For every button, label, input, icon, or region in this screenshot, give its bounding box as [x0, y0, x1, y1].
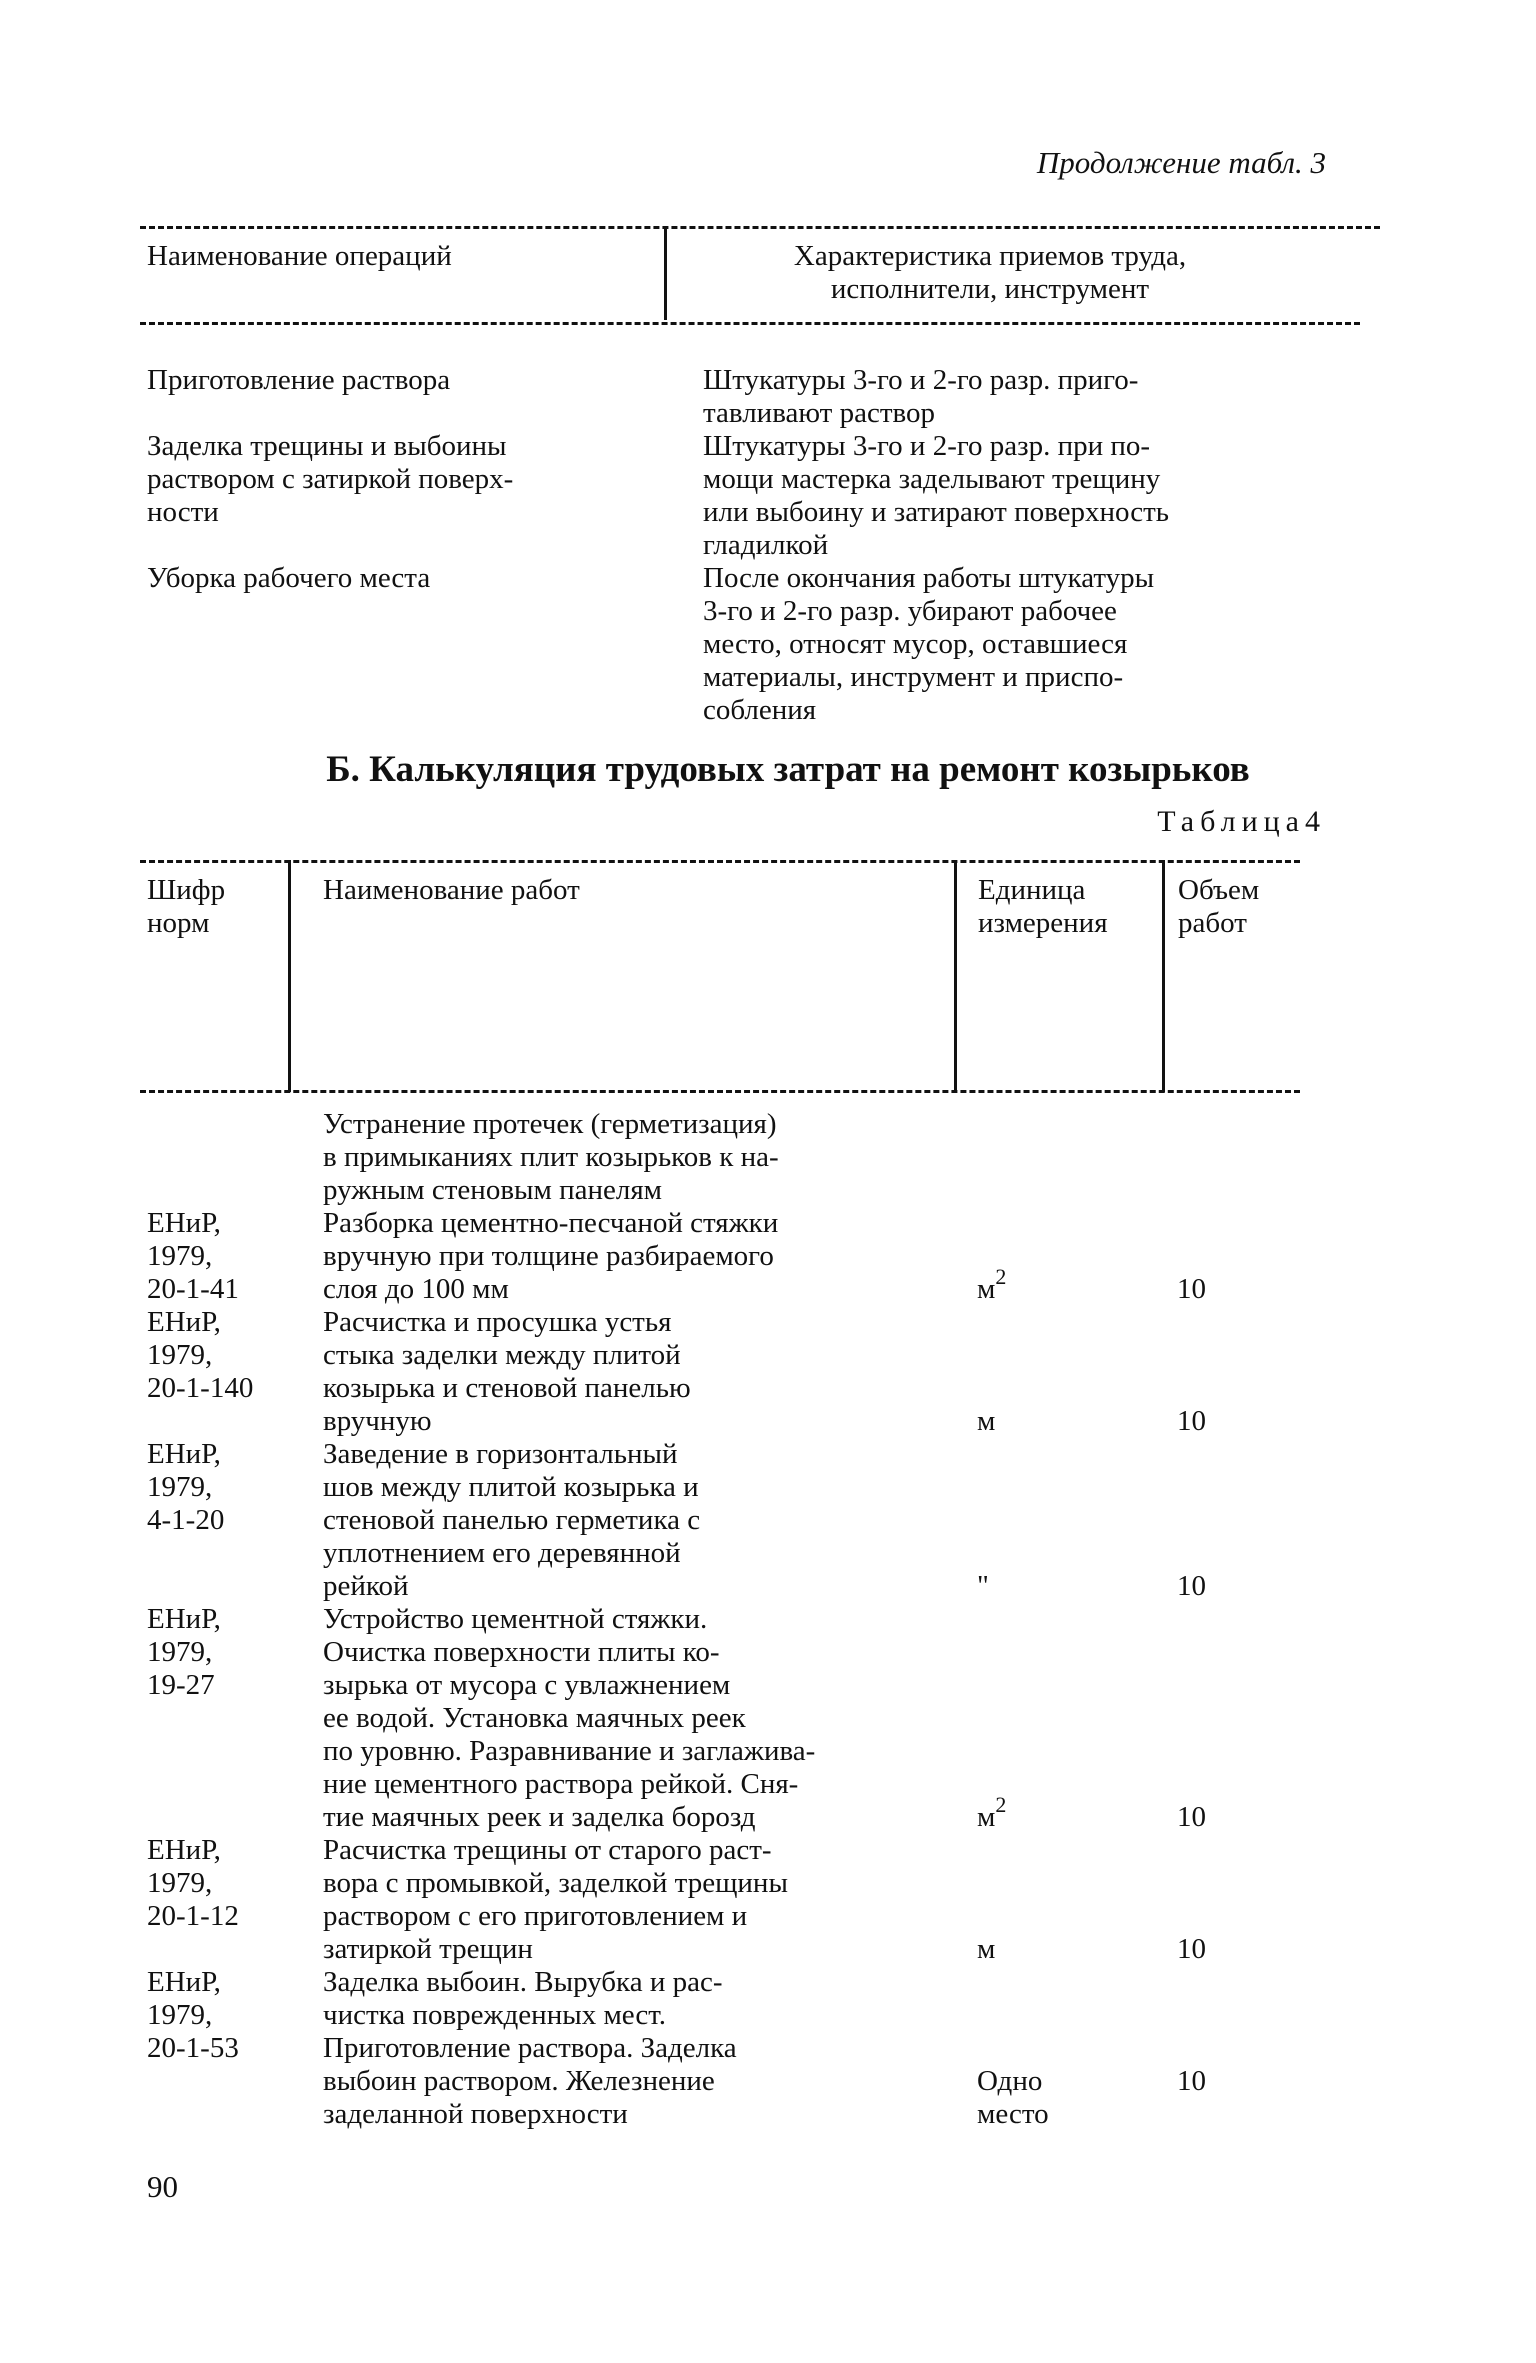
name-cell	[323, 1108, 977, 1207]
code-line: 1979,	[147, 1867, 213, 1899]
name-line: зырька от мусора с увлажнением	[323, 1669, 731, 1701]
table-top-rule	[140, 860, 1300, 863]
unit-cell	[977, 1933, 1177, 1966]
name-line: вручную	[323, 1405, 432, 1437]
volume-cell: 10	[1177, 1405, 1206, 1437]
name-line: Приготовление раствора. Заделка	[323, 2032, 737, 2064]
header-characteristics	[700, 240, 1280, 306]
code-line: 4-1-20	[147, 1504, 225, 1536]
header-line: работ	[1178, 907, 1247, 939]
header-volume	[1178, 874, 1259, 940]
name-line: ее водой. Установка маячных реек	[323, 1702, 746, 1734]
table-top-rule	[140, 226, 1380, 229]
operation-cell	[147, 430, 513, 529]
column-divider	[288, 860, 291, 1092]
name-line: выбоин раствором. Железнение	[323, 2065, 715, 2097]
code-line: ЕНиР,	[147, 1207, 221, 1239]
code-line: 1979,	[147, 1636, 213, 1668]
name-line: Заведение в горизонтальный	[323, 1438, 678, 1470]
code-line: ЕНиР,	[147, 1603, 221, 1635]
code-cell	[147, 1108, 323, 1207]
table-row	[147, 1603, 1307, 1834]
name-line: по уровню. Разравнивание и заглажива-	[323, 1735, 816, 1767]
name-cell	[323, 1306, 977, 1438]
header-line: Характеристика приемов труда,	[793, 240, 1187, 272]
name-line: Расчистка и просушка устья	[323, 1306, 672, 1338]
description-cell	[703, 562, 1154, 727]
name-line: тие маячных реек и заделка борозд	[323, 1801, 756, 1833]
header-line: исполнители, инструмент	[830, 273, 1150, 305]
code-cell	[147, 1438, 323, 1603]
code-line: 20-1-53	[147, 2032, 239, 2064]
header-operations: Наименование операций	[147, 240, 452, 272]
name-cell	[323, 1207, 977, 1306]
name-line: чистка поврежденных мест.	[323, 1999, 667, 2031]
operation-line: Приготовление раствора	[147, 364, 451, 396]
code-cell	[147, 1306, 323, 1438]
code-line: 1979,	[147, 1240, 213, 1272]
code-line: 20-1-140	[147, 1372, 254, 1404]
section-title: Б. Калькуляция трудовых затрат на ремонт козырьков	[326, 749, 1250, 790]
header-line: Объем	[1178, 874, 1260, 906]
unit-text: м	[977, 1933, 996, 1965]
column-divider	[954, 860, 957, 1092]
description-line: собления	[703, 694, 817, 726]
column-divider	[664, 226, 667, 320]
description-line: или выбоину и затирают поверхность	[703, 496, 1170, 528]
table-row	[147, 1438, 1307, 1603]
code-cell	[147, 1834, 323, 1966]
table-header-rule	[140, 1090, 1300, 1093]
unit-superscript: 2	[995, 1792, 1007, 1817]
unit-text: "	[977, 1570, 989, 1602]
code-line: 20-1-41	[147, 1273, 239, 1305]
code-line: ЕНиР,	[147, 1306, 221, 1338]
unit-cell	[977, 1405, 1177, 1438]
operation-line: Уборка рабочего места	[147, 562, 431, 594]
name-line: шов между плитой козырька и	[323, 1471, 699, 1503]
name-line: вора с промывкой, заделкой трещины	[323, 1867, 788, 1899]
operation-cell	[147, 562, 430, 595]
name-line: Заделка выбоин. Вырубка и рас-	[323, 1966, 723, 1998]
volume-cell: 10	[1177, 1801, 1206, 1833]
code-line: 19-27	[147, 1669, 215, 1701]
code-line: 1979,	[147, 1999, 213, 2031]
volume-cell: 10	[1177, 1273, 1206, 1305]
name-cell	[323, 1966, 977, 2131]
operation-line: ности	[147, 496, 219, 528]
unit-cell	[977, 1570, 1177, 1603]
name-line: стыка заделки между плитой	[323, 1339, 681, 1371]
name-line: стеновой панелью герметика с	[323, 1504, 701, 1536]
description-line: После окончания работы штукатуры	[703, 562, 1155, 594]
table-row-intro	[147, 1108, 1307, 1207]
table-header-rule	[140, 322, 1360, 325]
name-cell	[323, 1603, 977, 1834]
unit-cell	[977, 1260, 1177, 1306]
name-line: вручную при толщине разбираемого	[323, 1240, 774, 1272]
header-unit	[978, 874, 1108, 940]
name-line: Очистка поверхности плиты ко-	[323, 1636, 720, 1668]
column-divider	[1162, 860, 1165, 1092]
header-line: норм	[147, 907, 210, 939]
description-line: место, относят мусор, оставшиеся	[703, 628, 1128, 660]
code-line: 1979,	[147, 1339, 213, 1371]
operation-cell	[147, 364, 450, 397]
name-line: заделанной поверхности	[323, 2098, 628, 2130]
header-line: Единица	[978, 874, 1086, 906]
name-line: козырька и стеновой панелью	[323, 1372, 691, 1404]
description-cell	[703, 430, 1169, 562]
code-line: 1979,	[147, 1471, 213, 1503]
name-line: в примыканиях плит козырьков к на-	[323, 1141, 779, 1173]
name-cell	[323, 1834, 977, 1966]
table-row	[147, 1207, 1307, 1306]
unit-cell	[977, 1788, 1177, 1834]
table-continuation-caption: Продолжение табл. 3	[1036, 145, 1326, 180]
header-code	[147, 874, 225, 940]
code-line: ЕНиР,	[147, 1834, 221, 1866]
description-line: мощи мастерка заделывают трещину	[703, 463, 1161, 495]
unit-line: место	[977, 2098, 1049, 2130]
code-cell	[147, 1603, 323, 1834]
table-label: Таблица4	[1157, 805, 1326, 838]
unit-text: м	[977, 1273, 996, 1305]
description-line: 3-го и 2-го разр. убирают рабочее	[703, 595, 1117, 627]
code-line: ЕНиР,	[147, 1438, 221, 1470]
header-line: Наименование работ	[323, 874, 580, 906]
header-work-name	[323, 874, 580, 907]
description-line: Штукатуры 3-го и 2-го разр. при по-	[703, 430, 1151, 462]
unit-cell	[977, 2065, 1177, 2131]
volume-cell: 10	[1177, 1933, 1206, 1965]
unit-line: Одно	[977, 2065, 1043, 2097]
name-line: ружным стеновым панелям	[323, 1174, 663, 1206]
description-line: Штукатуры 3-го и 2-го разр. приго-	[703, 364, 1139, 396]
unit-superscript: 2	[995, 1264, 1007, 1289]
name-cell	[323, 1438, 977, 1603]
description-line: тавливают раствор	[703, 397, 935, 429]
table-row	[147, 1306, 1307, 1438]
name-line: Устранение протечек (герметизация)	[323, 1108, 777, 1140]
unit-text: м	[977, 1801, 996, 1833]
name-line: Устройство цементной стяжки.	[323, 1603, 708, 1635]
code-line: ЕНиР,	[147, 1966, 221, 1998]
name-line: уплотнением его деревянной	[323, 1537, 681, 1569]
description-cell	[703, 364, 1138, 430]
description-line: материалы, инструмент и приспо-	[703, 661, 1124, 693]
page-number: 90	[147, 2169, 178, 2204]
table-row	[147, 1834, 1307, 1966]
name-line: затиркой трещин	[323, 1933, 533, 1965]
code-cell	[147, 1966, 323, 2131]
name-line: рейкой	[323, 1570, 409, 1602]
name-line: слоя до 100 мм	[323, 1273, 509, 1305]
name-line: ние цементного раствора рейкой. Сня-	[323, 1768, 799, 1800]
table-body	[147, 1108, 1307, 2131]
unit-text: м	[977, 1405, 996, 1437]
table-row	[147, 1966, 1307, 2131]
name-line: Расчистка трещины от старого раст-	[323, 1834, 772, 1866]
name-line: Разборка цементно-песчаной стяжки	[323, 1207, 779, 1239]
volume-cell: 10	[1177, 2065, 1206, 2097]
description-line: гладилкой	[703, 529, 829, 561]
code-cell	[147, 1207, 323, 1306]
code-line: 20-1-12	[147, 1900, 239, 1932]
header-line: Шифр	[147, 874, 226, 906]
header-line: измерения	[978, 907, 1108, 939]
operation-line: раствором с затиркой поверх-	[147, 463, 514, 495]
name-line: раствором с его приготовлением и	[323, 1900, 748, 1932]
operation-line: Заделка трещины и выбоины	[147, 430, 507, 462]
volume-cell: 10	[1177, 1570, 1206, 1602]
